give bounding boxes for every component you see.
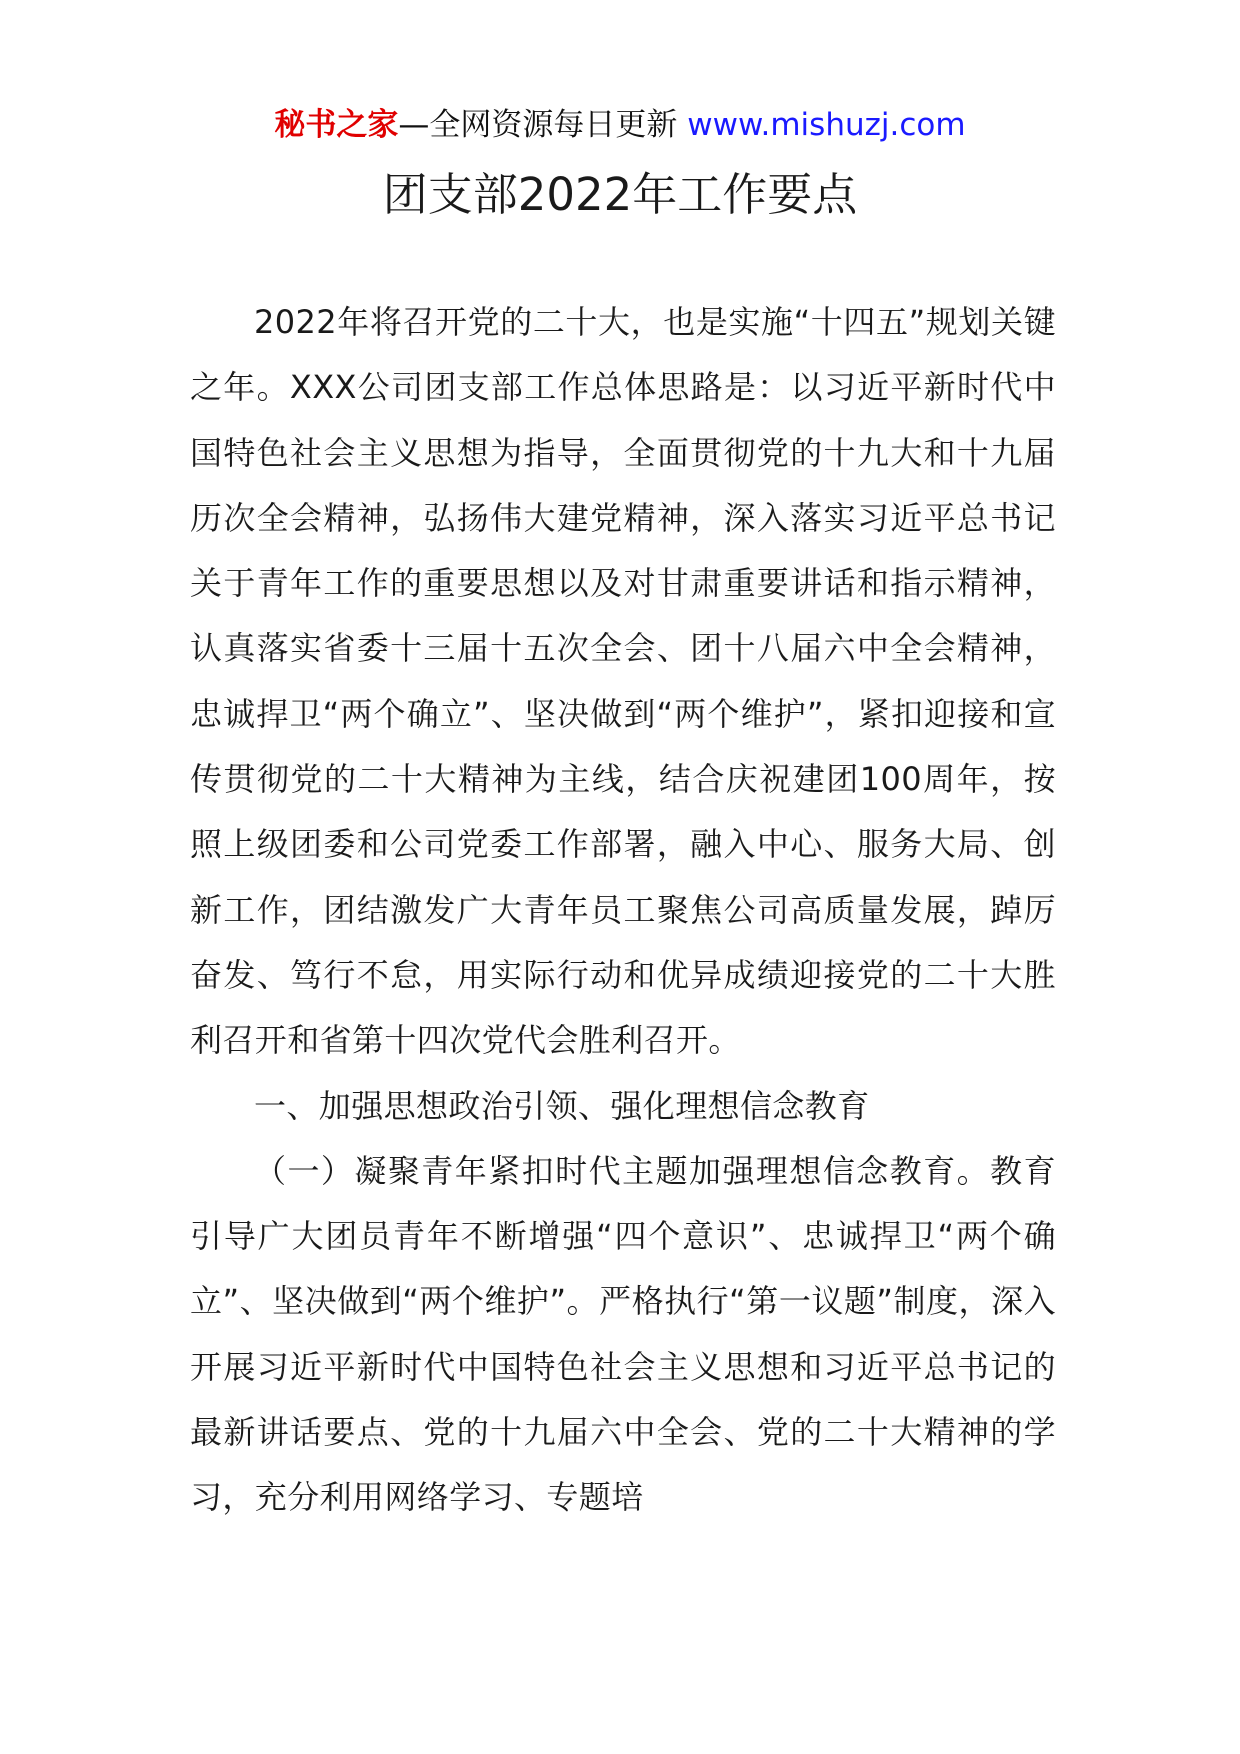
section-1-paragraph-1: （一）凝聚青年紧扣时代主题加强理想信念教育。教育引导广大团员青年不断增强“四个意识”、忠诚捍卫“两个确立”、坚决做到“两个维护”。严格执行“第一议题”制度，深入开展习近平新时代中国特色社会主义思想和习近平总书记的最新讲话要点、党的十九届六中全会、党的二十大精神的学习，充分利用网络学习、专题培 <box>190 1151 1056 1517</box>
document-title: 团支部2022年工作要点 <box>382 168 858 221</box>
section-1-heading: 一、加强思想政治引领、强化理想信念教育 <box>254 1086 870 1125</box>
brand-name: 秘书之家 <box>274 107 399 143</box>
header-tagline: —全网资源每日更新 <box>398 107 678 143</box>
document-body <box>190 290 1056 1531</box>
site-url-link[interactable]: www.mishuzj.com <box>687 107 966 143</box>
intro-paragraph: 2022年将召开党的二十大，也是实施“十四五”规划关键之年。XXX公司团支部工作总体思路是：以习近平新时代中国特色社会主义思想为指导，全面贯彻党的十九大和十九届历次全会精神，弘扬伟大建党精神，深入落实习近平总书记关于青年工作的重要思想以及对甘肃重要讲话和指示精神，认真落实省委十三届十五次全会、团十八届六中全会精神，忠诚捍卫“两个确立”、坚决做到“两个维护”，紧扣迎接和宣传贯彻党的二十大精神为主线，结合庆祝建团100周年，按照上级团委和公司党委工作部署，融入中心、服务大局、创新工作，团结激发广大青年员工聚焦公司高质量发展，踔厉奋发、笃行不怠，用实际行动和优异成绩迎接党的二十大胜利召开和省第十四次党代会胜利召开。 <box>190 303 1056 1060</box>
site-header <box>0 100 1240 150</box>
